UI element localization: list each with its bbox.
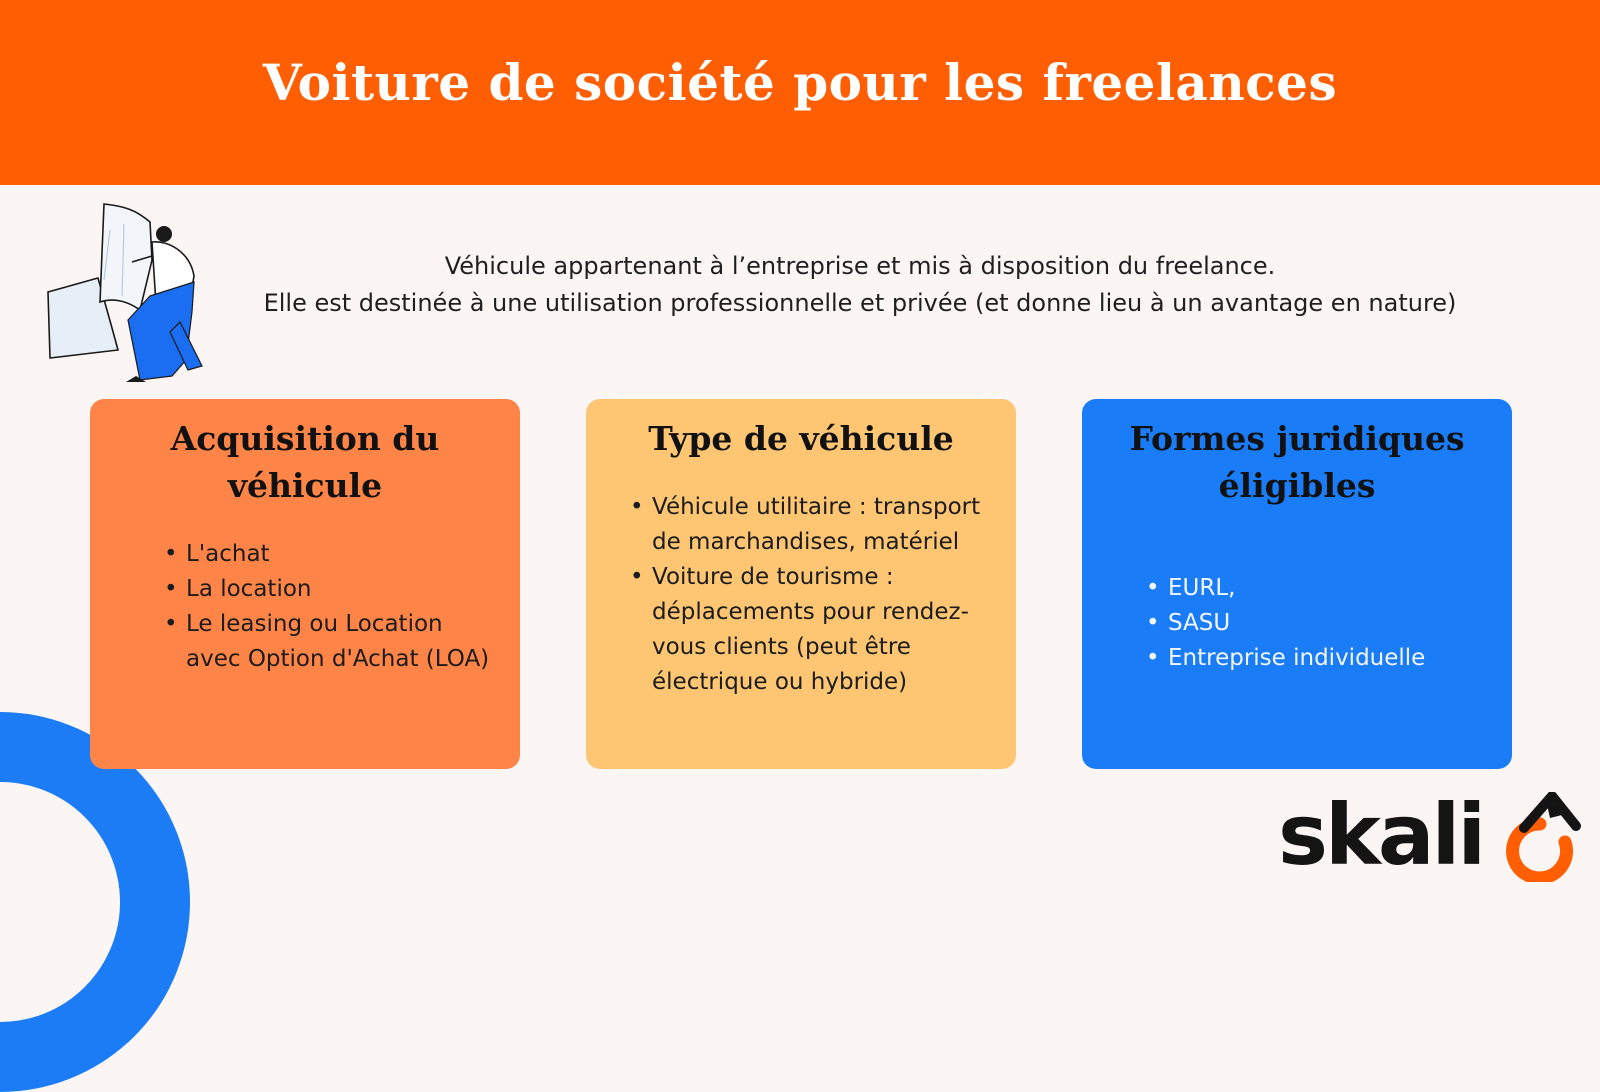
card-list <box>1142 571 1492 676</box>
list-item: • Véhicule utilitaire : transport de marchandises, matériel <box>626 490 996 560</box>
card-title: Type de véhicule <box>648 419 954 458</box>
intro-line-2: Elle est destinée à une utilisation professionnelle et privée (et donne lieu à un avantage en nature) <box>263 289 1457 317</box>
intro-text <box>230 248 1490 322</box>
card-list <box>626 490 996 700</box>
list-item: • La location <box>160 572 500 607</box>
card-acquisition <box>90 399 520 769</box>
list-item: • EURL, <box>1142 571 1492 606</box>
page-title: Voiture de société pour les freelances <box>262 53 1338 112</box>
decorative-arc <box>0 712 190 1092</box>
list-item: • L'achat <box>160 537 500 572</box>
header-banner <box>0 0 1600 185</box>
card-title: Acquisition du véhicule <box>170 419 440 505</box>
logo-text: skali <box>1278 792 1484 882</box>
skalio-logo <box>1278 792 1583 882</box>
list-item: • Entreprise individuelle <box>1142 641 1492 676</box>
card-title: Formes juridiques éligibles <box>1129 419 1465 505</box>
card-vehicle-type <box>586 399 1016 769</box>
person-with-map-illustration <box>40 200 210 382</box>
circular-arrow-icon <box>1513 796 1576 878</box>
card-legal-forms <box>1082 399 1512 769</box>
list-item: • Le leasing ou Location avec Option d'Achat (LOA) <box>160 607 500 677</box>
card-list <box>160 537 500 677</box>
intro-line-1: Véhicule appartenant à l’entreprise et mis à disposition du freelance. <box>444 252 1276 280</box>
list-item: • Voiture de tourisme : déplacements pour rendez-vous clients (peut être électrique ou hybride) <box>626 560 996 700</box>
list-item: • SASU <box>1142 606 1492 641</box>
